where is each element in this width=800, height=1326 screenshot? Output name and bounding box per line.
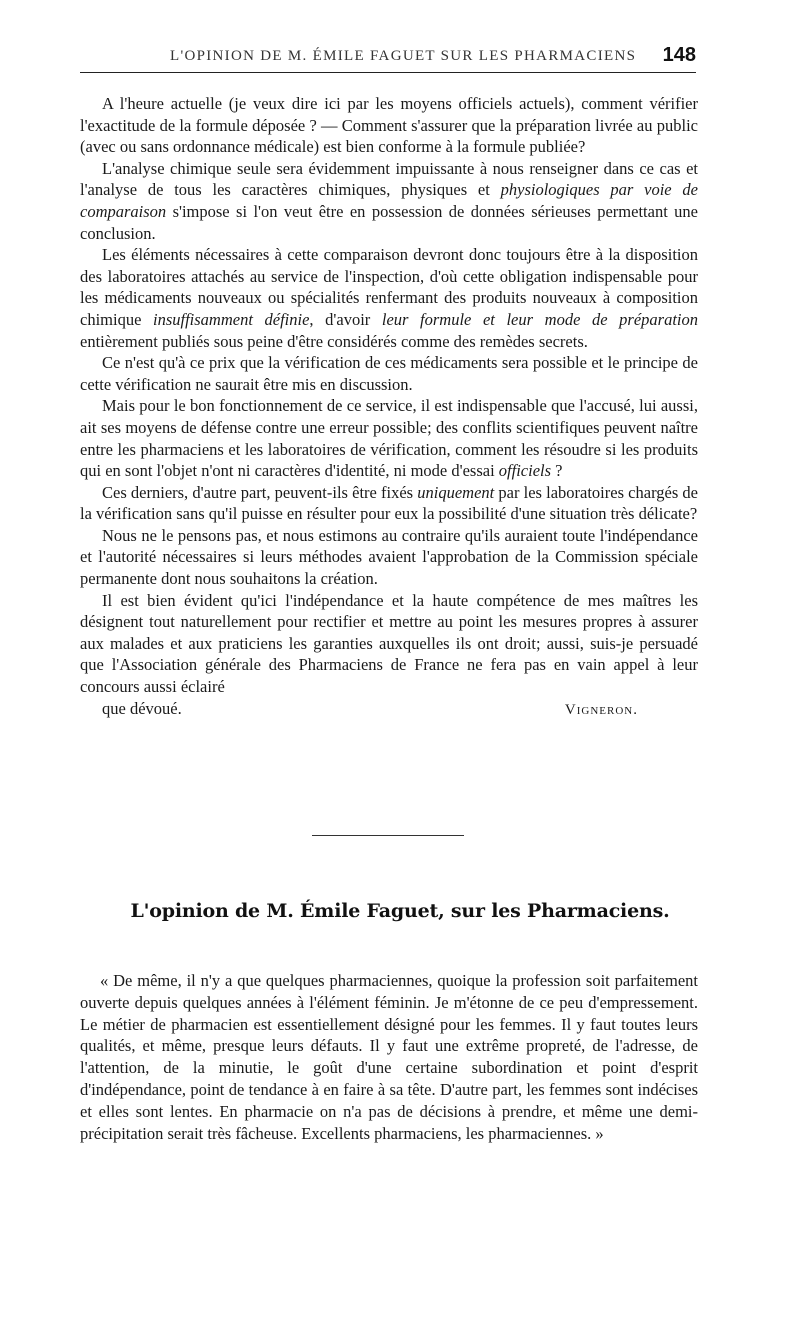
paragraph — [80, 244, 698, 352]
quote-paragraph: « De même, il n'y a que quelques pharmaciennes, quoique la profession soit parfaitement ouverte depuis quelques années à l'élément féminin. Je m'étonne de ce peu d'empressement. Le métier de pharmacien est essentiellement désigné pour les femmes. Il y faut toutes leurs qualités, et même, presque leurs défauts. Il y faut une extrême propreté, de l'adresse, de l'attention, de la minutie, le goût d'une certaine subordination et point d'esprit d'indépendance, point de tendance à en faire à sa tête. D'autre part, les femmes sont indécises et elles sont lentes. En pharmacie on n'a pas de décisions à prendre, et même une demi-précipitation serait très fâcheuse. Excellents pharmaciens, les pharmaciennes. » — [80, 971, 698, 1143]
italic-phrase: insuffisamment définie — [153, 309, 310, 329]
paragraph — [80, 590, 698, 698]
italic-phrase: physiologiques par voie de comparaison — [80, 180, 699, 221]
running-title: L'OPINION DE M. ÉMILE FAGUET SUR LES PHARMACIENS — [170, 48, 637, 64]
paragraph — [80, 395, 698, 481]
author-signature: Vigneron. — [564, 701, 638, 718]
paragraph-text: Ces derniers, d'autre part, peuvent-ils être fixés — [102, 482, 418, 502]
section-separator — [312, 835, 464, 836]
running-header — [80, 44, 696, 73]
paragraph-text: s'impose si l'on veut être en possession de données sérieuses permettant une conclusion. — [80, 201, 698, 243]
paragraph-text: Ce n'est qu'à ce prix que la vérification de ces médicaments sera possible et le principe de cette vérification ne saurait être mis en discussion. — [80, 353, 698, 394]
paragraph — [80, 93, 698, 158]
italic-phrase: uniquement — [417, 482, 495, 502]
paragraph-text: par les laboratoires chargés de la vérification sans qu'il puisse en résulter pour eux la possibilité d'une situation très délicate? — [80, 482, 698, 524]
paragraph-text: entièrement publiés sous peine d'être considérés comme des remèdes secrets. — [80, 331, 588, 351]
paragraph-text: ? — [551, 461, 563, 481]
italic-phrase: officiels — [498, 461, 552, 481]
section-title: L'opinion de M. Émile Faguet, sur les Pharmaciens. — [130, 900, 670, 922]
article-body — [80, 93, 698, 721]
paragraph-text: Il est bien évident qu'ici l'indépendance et la haute compétence de mes maîtres les désignent tout naturellement pour rectifier et mettre au point les mesures propres à assurer aux malades et aux praticiens les garanties auxquelles ils ont droit; aussi, suis-je persuadé que l'Association générale des Pharmaciens de France ne fera pas en vain appel à leur concours aussi éclairé — [80, 590, 698, 697]
paragraph — [80, 158, 698, 244]
italic-phrase: leur formule et leur mode de préparation — [381, 309, 698, 329]
page-number: 148 — [662, 44, 696, 66]
signature-line — [80, 698, 698, 722]
paragraph — [80, 352, 698, 395]
closing-text: que dévoué. — [102, 698, 182, 718]
paragraph-text: A l'heure actuelle (je veux dire ici par les moyens officiels actuels), comment vérifier l'exactitude de la formule déposée ? — Comment s'assurer que la préparation livrée au public (avec ou sans ordonnance médicale) est bien conforme à la formule publiée? — [80, 94, 698, 157]
paragraph-text: Nous ne le pensons pas, et nous estimons au contraire qu'ils auraient toute l'indépendance et l'autorité nécessaires si leurs méthodes avaient l'approbation de la Commission spéciale permanente dont nous souhaitons la création. — [80, 525, 698, 589]
quote-block — [80, 970, 698, 1144]
paragraph-text: , d'avoir — [309, 309, 382, 329]
paragraph-text: Les éléments nécessaires à cette comparaison devront donc toujours être à la disposition des laboratoires attachés au service de l'inspection, d'où cette obligation indispensable pour les médicaments nouveaux ou spécialités renfermant des produits nouveaux à composition chimique — [80, 245, 698, 329]
paragraph — [80, 525, 698, 590]
paragraph — [80, 482, 698, 525]
paragraph-text: L'analyse chimique seule sera évidemment impuissante à nous renseigner dans ce cas et l'analyse de tous les caractères chimiques, physiques et — [80, 158, 698, 200]
paragraph-text: Mais pour le bon fonctionnement de ce service, il est indispensable que l'accusé, lui aussi, ait ses moyens de défense contre une erreur possible; des conflits scientifiques peuvent naître entre les pharmaciens et les laboratoires de vérification, comment les résoudre si les produits qui en sont l'objet n'ont ni caractères d'identité, ni mode d'essai — [80, 396, 698, 481]
